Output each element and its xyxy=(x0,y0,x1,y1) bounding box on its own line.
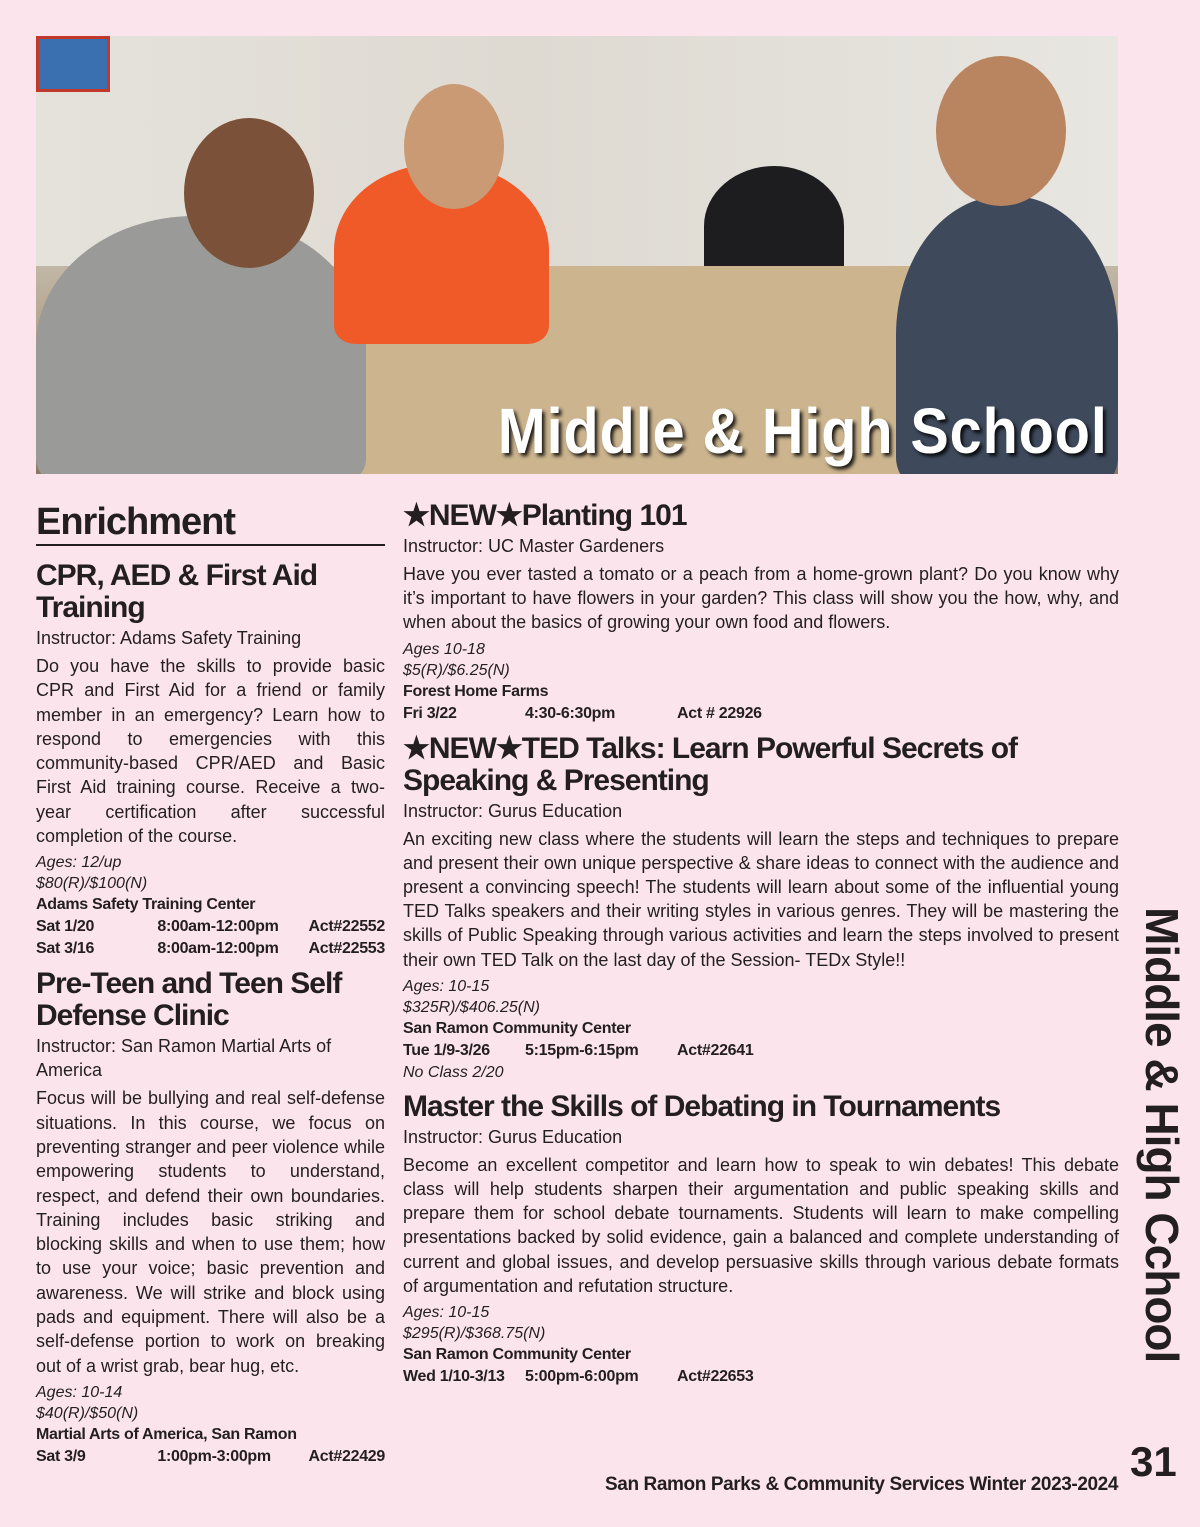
course-description: An exciting new class where the students will learn the steps and techniques to prepare and present their own unique perspective & share ideas to connect with the audience and present a convincing speech! The students will learn about some of the influential young TED Talks speakers and their writing styles in various genres. They will be mastering the skills of Public Speaking through various activities and learn the steps involved to present their own TED Talk on the last day of the Session- TEDx Style!! xyxy=(403,828,1119,970)
side-tab-label: Middle & High Cchool xyxy=(1136,907,1188,1363)
session-date: Wed 1/10-3/13 xyxy=(403,1368,505,1386)
course-location: San Ramon Community Center xyxy=(403,1019,631,1037)
session-time: 4:30-6:30pm xyxy=(525,704,616,722)
course-instructor: Instructor: UC Master Gardeners xyxy=(403,536,665,556)
session-date: Sat 3/9 xyxy=(36,1447,86,1465)
course-instructor: Instructor: Gurus Education xyxy=(403,800,623,821)
course-debating xyxy=(403,1091,1119,1388)
session-act: Act#22553 xyxy=(308,940,385,958)
session-date: Sat 1/20 xyxy=(36,918,95,936)
course-price: $40(R)/$50(N) xyxy=(36,1404,139,1422)
session-row xyxy=(36,938,385,960)
side-tab xyxy=(1136,895,1188,1375)
course-title: Pre-Teen and Teen Self Defense Clinic xyxy=(36,967,342,1033)
session-time: 8:00am-12:00pm xyxy=(157,918,279,936)
course-location: Forest Home Farms xyxy=(403,682,549,700)
session-act: Act#22653 xyxy=(677,1368,754,1386)
course-ages: Ages: 12/up xyxy=(36,854,122,872)
session-act: Act # 22926 xyxy=(677,704,762,722)
course-title: ★NEW★TED Talks: Learn Powerful Secrets of Speaking & Presenting xyxy=(403,731,1018,797)
course-location: Martial Arts of America, San Ramon xyxy=(36,1425,297,1443)
photo-student-left xyxy=(36,216,366,474)
course-price: $325R)/$406.25(N) xyxy=(403,998,540,1016)
session-time: 8:00am-12:00pm xyxy=(157,940,279,958)
session-date: Sat 3/16 xyxy=(36,940,95,958)
hero-photo xyxy=(36,36,1118,474)
session-date: Tue 1/9-3/26 xyxy=(403,1041,490,1059)
right-column xyxy=(403,500,1119,1388)
course-price: $5(R)/$6.25(N) xyxy=(403,661,510,679)
course-price: $295(R)/$368.75(N) xyxy=(403,1325,546,1343)
course-instructor: Instructor: Adams Safety Training xyxy=(36,628,302,648)
session-row xyxy=(403,1366,1119,1388)
session-act: Act#22429 xyxy=(308,1447,385,1465)
course-location: Adams Safety Training Center xyxy=(36,896,256,914)
photo-student-left-head xyxy=(184,118,314,268)
course-title: ★NEW★Planting 101 xyxy=(403,499,687,532)
course-title: Master the Skills of Debating in Tournaments xyxy=(403,1089,1001,1123)
photo-student-right-head xyxy=(936,56,1066,206)
session-act: Act#22641 xyxy=(677,1041,754,1059)
session-row xyxy=(36,916,385,938)
session-row xyxy=(403,1040,1119,1062)
session-time: 5:00pm-6:00pm xyxy=(525,1368,639,1386)
session-act: Act#22552 xyxy=(308,918,385,936)
course-description: Become an excellent competitor and learn how to speak to win debates! This debate class will help students sharpen their argumentation and public speaking skills and prepare them for school debate tournaments. Students will learn to make compelling presentations backed by solid evidence, gain a balanced and complete understanding of current and global issues, and develop persuasive skills through various debate formats of argumentation and refutation structure. xyxy=(403,1154,1119,1296)
course-planting xyxy=(403,500,1119,725)
course-ages: Ages: 10-15 xyxy=(403,977,490,995)
course-ages: Ages 10-18 xyxy=(403,640,485,658)
course-description: Have you ever tasted a tomato or a peach from a home-grown plant? Do you know why it’s important to have flowers in your garden? This class will show you the how, why, and when about the basics of growing your own food and flowers. xyxy=(403,564,1119,633)
session-row xyxy=(403,703,1119,725)
course-description: Focus will be bullying and real self-defense situations. In this course, we focus on preventing stranger and peer violence while empowering students to understand, respect, and defend their own boundaries. Training includes basic striking and blocking skills and when to use them; how to use your voice; basic prevention and awareness. We will strike and block using pads and equipment. There will also be a self-defense portion to work on breaking out of a wrist grab, bear hug, etc. xyxy=(36,1088,385,1376)
course-price: $80(R)/$100(N) xyxy=(36,875,148,893)
photo-student-middle-head xyxy=(404,84,504,209)
course-instructor: Instructor: San Ramon Martial Arts of America xyxy=(36,1036,332,1081)
photo-poster xyxy=(36,36,110,92)
course-ages: Ages: 10-14 xyxy=(36,1383,123,1401)
course-note: No Class 2/20 xyxy=(403,1063,504,1081)
course-self-defense xyxy=(36,968,385,1468)
course-ted-talks xyxy=(403,733,1119,1083)
session-time: 5:15pm-6:15pm xyxy=(525,1041,639,1059)
section-heading: Enrichment xyxy=(36,500,385,546)
page-number: 31 xyxy=(1130,1438,1177,1485)
course-ages: Ages: 10-15 xyxy=(403,1304,490,1322)
session-time: 1:00pm-3:00pm xyxy=(157,1447,271,1465)
course-instructor: Instructor: Gurus Education xyxy=(403,1126,623,1147)
hero-title: Middle & High School xyxy=(498,395,1108,467)
course-location: San Ramon Community Center xyxy=(403,1346,631,1364)
course-description: Do you have the skills to provide basic CPR and First Aid for a friend or family member in an emergency? Learn how to respond to emergencies with this community-based CPR/AED and Basic First Aid training course. Receive a two-year certification after successful completion of the course. xyxy=(36,656,385,847)
footer-text: San Ramon Parks & Community Services Winter 2023-2024 xyxy=(605,1474,1118,1495)
course-cpr xyxy=(36,560,385,960)
left-column xyxy=(36,500,385,1468)
session-row xyxy=(36,1446,385,1468)
session-date: Fri 3/22 xyxy=(403,704,457,722)
course-title: CPR, AED & First Aid Training xyxy=(36,559,318,624)
